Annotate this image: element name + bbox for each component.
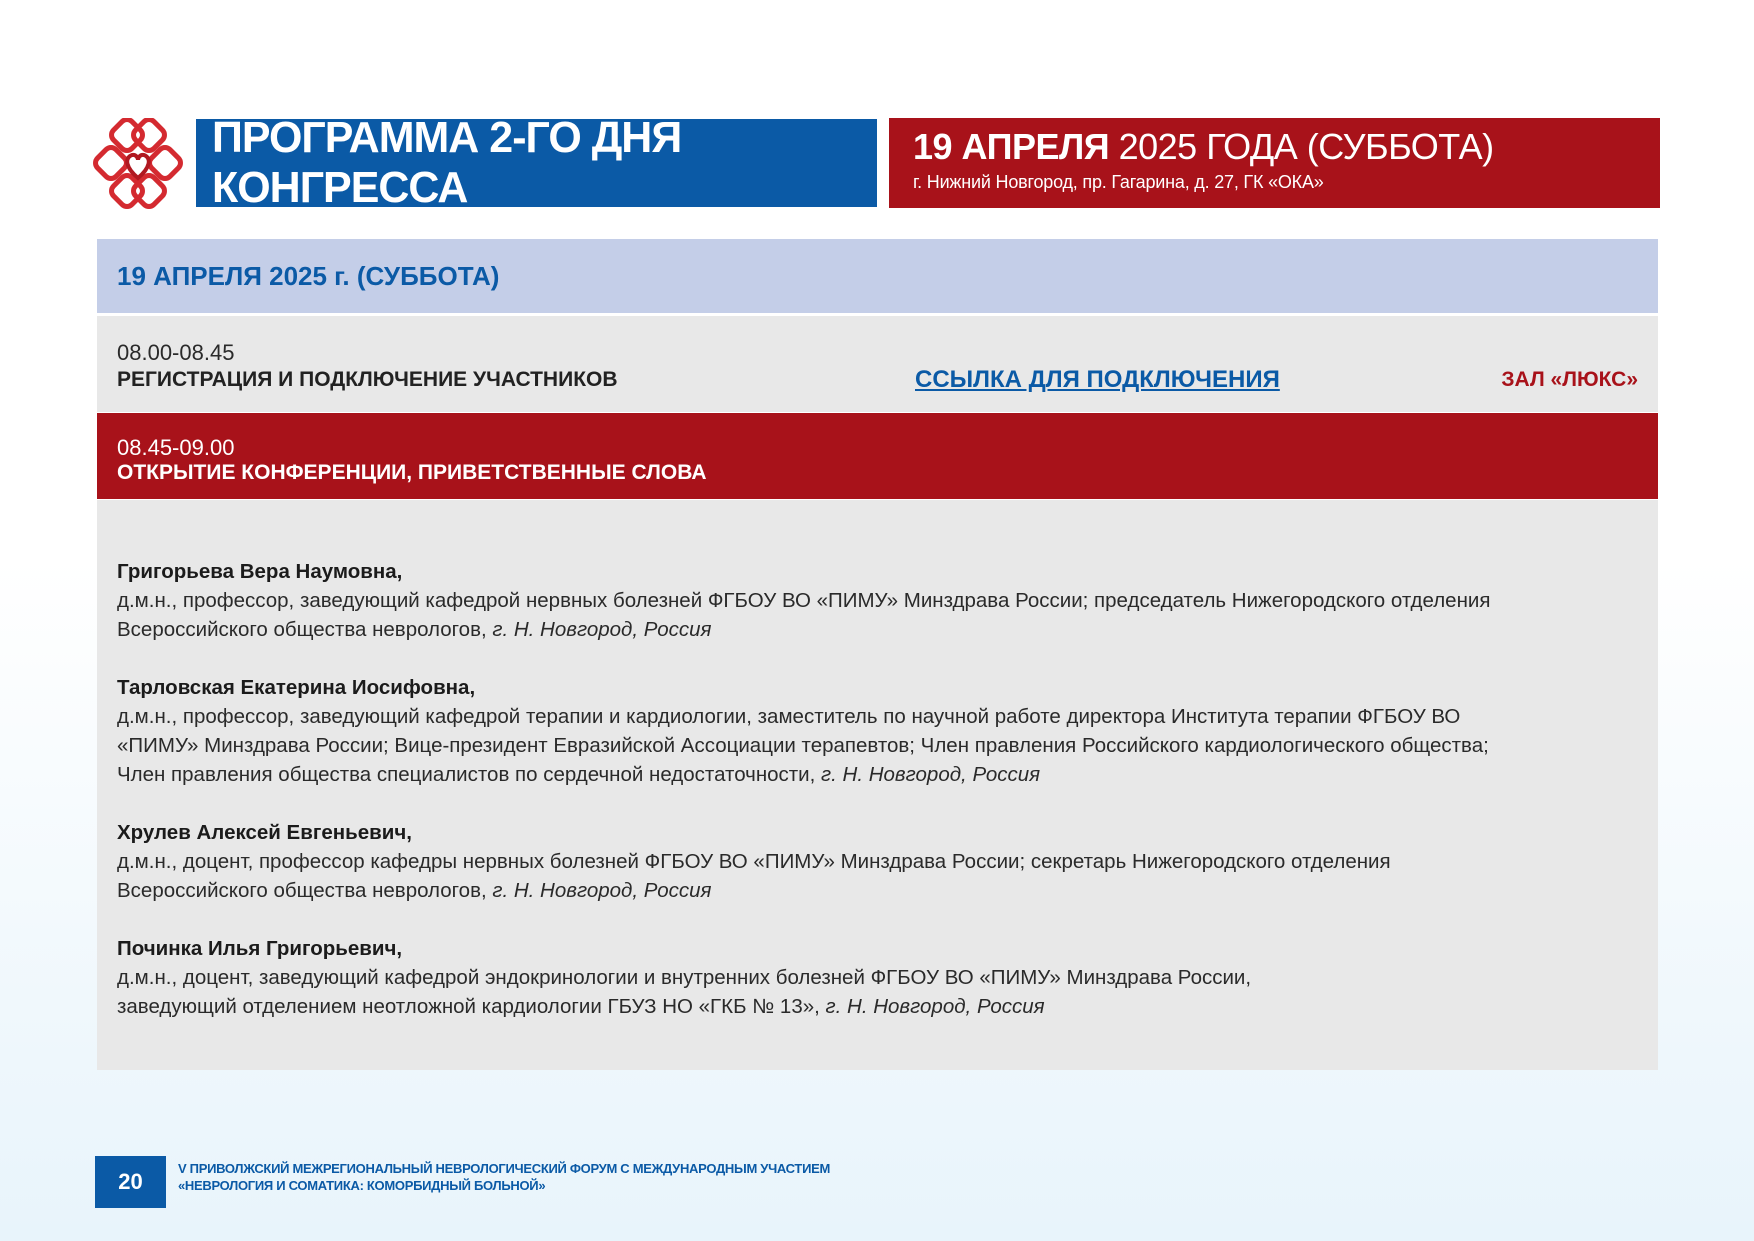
day-header	[97, 239, 1658, 313]
speaker-item	[117, 557, 1638, 644]
registration-row	[97, 316, 1658, 412]
speaker-name: Тарловская Екатерина Иосифовна,	[117, 676, 476, 699]
opening-time: 08.45-09.00	[117, 435, 235, 460]
date-banner-main	[913, 126, 1660, 168]
page-number-text: 20	[118, 1169, 143, 1194]
speaker-desc-line: д.м.н., профессор, заведующий кафедрой нервных болезней ФГБОУ ВО «ПИМУ» Минздрава России; председатель Нижегородского отделения	[117, 589, 1491, 612]
date-banner-year: 2025 ГОДА (СУББОТА)	[1109, 126, 1494, 167]
speaker-desc-text: Член правления общества специалистов по сердечной недостаточности,	[117, 763, 822, 786]
footer-forum-title	[178, 1160, 830, 1194]
venue-address: г. Нижний Новгород, пр. Гагарина, д. 27, ГК «ОКА»	[913, 172, 1324, 192]
speaker-location: г. Н. Новгород, Россия	[825, 995, 1045, 1018]
speaker-desc-line	[117, 876, 1638, 905]
speaker-desc-text: заведующий отделением неотложной кардиологии ГБУЗ НО «ГКБ № 13»,	[117, 995, 826, 1018]
opening-title: ОТКРЫТИЕ КОНФЕРЕНЦИИ, ПРИВЕТСТВЕННЫЕ СЛОВА	[117, 461, 707, 484]
speaker-item	[117, 673, 1638, 789]
registration-time: 08.00-08.45	[117, 340, 235, 365]
date-banner-day: 19 АПРЕЛЯ	[913, 126, 1110, 167]
program-title	[196, 113, 877, 212]
registration-title: РЕГИСТРАЦИЯ И ПОДКЛЮЧЕНИЕ УЧАСТНИКОВ	[117, 368, 618, 391]
speaker-desc-line: «ПИМУ» Минздрава России; Вице-президент Евразийской Ассоциации терапевтов; Член правления Российского кардиологического общества;	[117, 734, 1489, 757]
date-banner	[889, 118, 1660, 208]
speaker-name: Хрулев Алексей Евгеньевич,	[117, 821, 412, 844]
page-number	[95, 1156, 166, 1208]
speaker-name: Григорьева Вера Наумовна,	[117, 560, 403, 583]
speaker-desc-line: д.м.н., доцент, заведующий кафедрой эндокринологии и внутренних болезней ФГБОУ ВО «ПИМУ» Минздрава России,	[117, 966, 1252, 989]
speaker-desc-line	[117, 615, 1638, 644]
speaker-location: г. Н. Новгород, Россия	[821, 763, 1041, 786]
speaker-item	[117, 934, 1638, 1021]
speaker-desc-line: д.м.н., доцент, профессор кафедры нервных болезней ФГБОУ ВО «ПИМУ» Минздрава России; секретарь Нижегородского отделения	[117, 850, 1391, 873]
speaker-desc-line: д.м.н., профессор, заведующий кафедрой терапии и кардиологии, заместитель по научной работе директора Института терапии ФГБОУ ВО	[117, 705, 1461, 728]
congress-logo	[92, 118, 184, 210]
speakers-list	[97, 500, 1658, 1070]
program-title-text: ПРОГРАММА 2-ГО ДНЯ КОНГРЕССА	[212, 113, 682, 212]
footer-line-2: «НЕВРОЛОГИЯ И СОМАТИКА: КОМОРБИДНЫЙ БОЛЬНОЙ»	[178, 1178, 546, 1193]
speaker-desc-line	[117, 992, 1638, 1021]
speaker-name: Починка Илья Григорьевич,	[117, 937, 403, 960]
speaker-desc-text: Всероссийского общества неврологов,	[117, 879, 493, 902]
speaker-desc-line	[117, 760, 1638, 789]
hall-label: ЗАЛ «ЛЮКС»	[1501, 368, 1638, 391]
footer-line-1: V ПРИВОЛЖСКИЙ МЕЖРЕГИОНАЛЬНЫЙ НЕВРОЛОГИЧЕСКИЙ ФОРУМ С МЕЖДУНАРОДНЫМ УЧАСТИЕМ	[178, 1161, 831, 1176]
speaker-item	[117, 818, 1638, 905]
connection-link[interactable]: ССЫЛКА ДЛЯ ПОДКЛЮЧЕНИЯ	[915, 366, 1280, 393]
opening-row	[97, 413, 1658, 499]
speaker-location: г. Н. Новгород, Россия	[492, 879, 712, 902]
speaker-desc-text: Всероссийского общества неврологов,	[117, 618, 493, 641]
day-header-text: 19 АПРЕЛЯ 2025 г. (СУББОТА)	[117, 260, 500, 291]
speaker-location: г. Н. Новгород, Россия	[492, 618, 712, 641]
